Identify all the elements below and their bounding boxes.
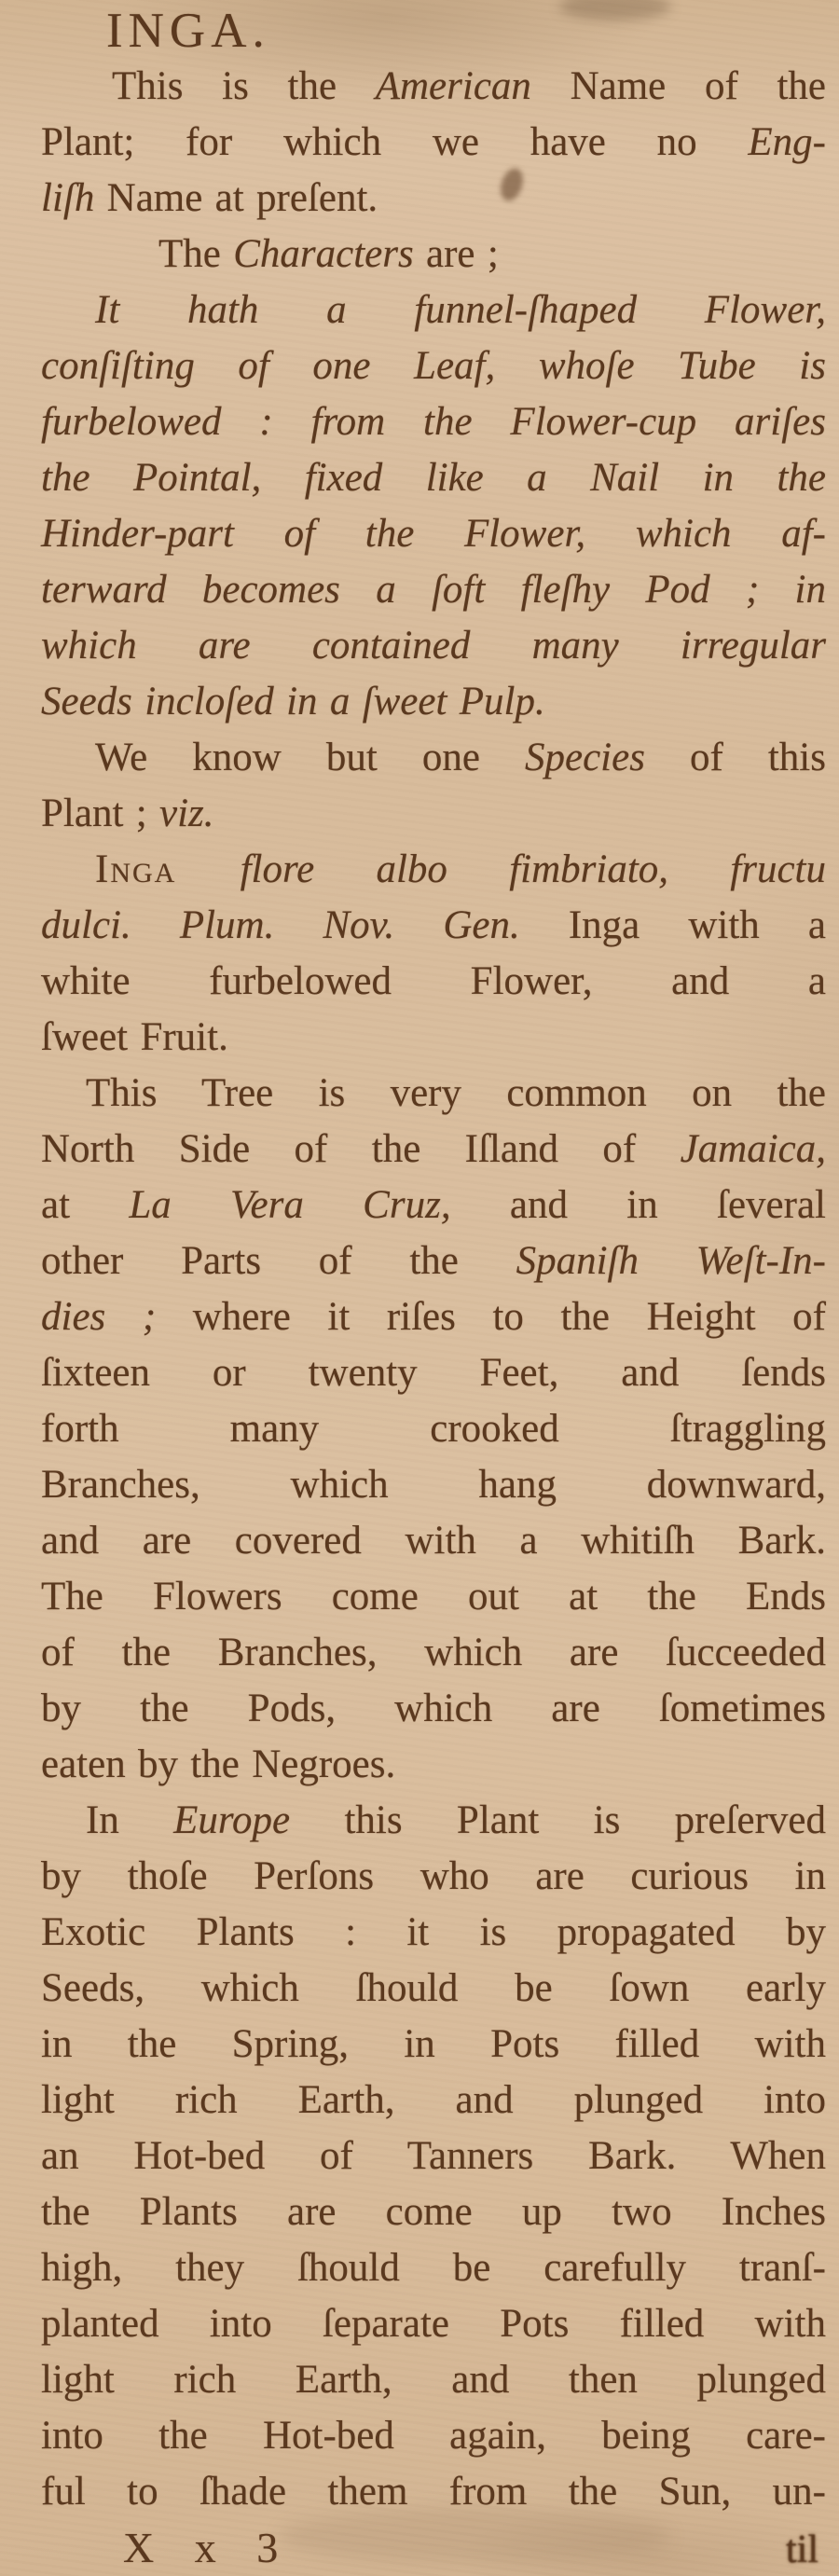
text-line [41, 1345, 826, 1401]
roman-text: The [158, 232, 234, 276]
roman-text: high, they ſhould be carefully tranſ- [41, 2246, 826, 2290]
italic-text: dies ; [41, 1295, 193, 1339]
roman-text: The Flowers come out at the Ends [41, 1575, 826, 1619]
roman-text: ſixteen or twenty Feet, and ſends [41, 1351, 826, 1395]
text-line [41, 1066, 826, 1122]
roman-text: are ; [426, 232, 499, 276]
text-line [41, 1401, 826, 1457]
roman-text: other Parts of the [41, 1239, 516, 1283]
text-line [41, 1737, 826, 1793]
text-line [41, 2017, 826, 2073]
signature-mark: X x 3 [123, 2524, 294, 2571]
text-line [41, 2128, 826, 2184]
roman-text: In [86, 1798, 174, 1842]
text-line [41, 2408, 826, 2464]
text-line [41, 1961, 826, 2017]
text-line [41, 1905, 826, 1961]
text-line [41, 450, 826, 506]
text-line [41, 506, 826, 562]
text-line [41, 282, 826, 338]
text-line [41, 898, 826, 954]
roman-text: white furbelowed Flower, and a [41, 959, 826, 1003]
text-line [41, 674, 826, 730]
roman-text: by thoſe Perſons who are curious in [41, 1854, 826, 1898]
text-line [41, 1122, 826, 1178]
text-line [41, 2184, 826, 2240]
italic-text: Europe [173, 1798, 345, 1842]
text-line [41, 115, 826, 171]
text-line [41, 2296, 826, 2352]
text-line [41, 1569, 826, 1625]
text-line [41, 1233, 826, 1289]
text-line [41, 2073, 826, 2128]
italic-text: terward becomes a ſoft fleſhy Pod ; in [41, 568, 826, 612]
text-line [41, 338, 826, 394]
roman-text: this Plant is preſerved [344, 1798, 826, 1842]
roman-text: the Plants are come up two Inches [41, 2190, 826, 2234]
roman-text: into the Hot-bed again, being care- [41, 2414, 826, 2458]
text-line [41, 2464, 826, 2520]
text-line [41, 1849, 826, 1905]
roman-text: This is the [112, 64, 376, 108]
text-line [41, 730, 826, 786]
entry-heading: INGA. [106, 4, 270, 58]
roman-text: and in ſeveral [509, 1183, 826, 1227]
roman-text: Exotic Plants : it is propagated by [41, 1910, 826, 1954]
roman-text: ful to ſhade them from the Sun, un- [41, 2470, 826, 2514]
text-line [41, 954, 826, 1010]
italic-text: dulci. Plum. Nov. Gen. [41, 903, 569, 947]
italic-text: conſiſting of one Leaf, whoſe Tube is [41, 344, 826, 388]
text-line [41, 786, 826, 842]
roman-text: at [41, 1183, 130, 1227]
roman-text: light rich Earth, and plunged into [41, 2078, 826, 2122]
text-line [41, 227, 826, 282]
text-line [41, 59, 826, 115]
italic-text: which are contained many irregular [41, 624, 826, 668]
italic-text: Characters [233, 232, 427, 276]
text-line [41, 1178, 826, 1233]
italic-text: the Pointal, fixed like a Nail in the [41, 456, 826, 500]
italic-text: Spaniſh Weſt-In- [516, 1239, 826, 1283]
roman-text: in the Spring, in Pots filled with [41, 2022, 826, 2066]
roman-text: We know but one [95, 736, 525, 779]
body-lines [41, 59, 826, 2520]
signature-line [41, 2520, 826, 2576]
italic-text: Eng- [748, 120, 826, 164]
text-line [41, 1625, 826, 1681]
roman-text: of the Branches, which are ſucceeded [41, 1631, 826, 1674]
catchword: til [785, 2528, 818, 2571]
italic-text: flore albo fimbriato, fructu [240, 847, 826, 891]
text-line [41, 618, 826, 674]
text-line [41, 394, 826, 450]
roman-text: eaten by the Negroes. [41, 1743, 396, 1786]
text-line [41, 562, 826, 618]
roman-text: planted into ſeparate Pots filled with [41, 2302, 826, 2346]
smallcaps-text: Inga [95, 847, 241, 891]
roman-text: Branches, which hang downward, [41, 1463, 826, 1507]
roman-text: Seeds, which ſhould be ſown early [41, 1966, 826, 2010]
italic-text: Seeds incloſed in a ſweet Pulp. [41, 680, 545, 723]
roman-text: This Tree is very common on the [86, 1071, 826, 1115]
text-line [41, 2240, 826, 2296]
italic-text: La Vera Cruz, [129, 1183, 510, 1227]
text-line [41, 1457, 826, 1513]
text-line [41, 2352, 826, 2408]
roman-text: North Side of the Iſland of [41, 1127, 681, 1171]
italic-text: Jamaica, [680, 1127, 826, 1171]
text-line [41, 1681, 826, 1737]
italic-text: Hinder-part of the Flower, which af- [41, 512, 826, 556]
italic-text: Species [525, 736, 690, 779]
roman-text: ſweet Fruit. [41, 1015, 228, 1059]
roman-text: Inga with a [568, 903, 826, 947]
text-line [41, 171, 826, 227]
italic-text: viz. [159, 792, 214, 835]
italic-text: American [375, 64, 571, 108]
roman-text: light rich Earth, and then plunged [41, 2358, 826, 2402]
roman-text: by the Pods, which are ſometimes [41, 1687, 826, 1730]
roman-text: where it riſes to the Height of [192, 1295, 827, 1339]
italic-text: furbelowed : from the Flower-cup ariſes [41, 400, 826, 444]
roman-text: Plant; for which we have no [41, 120, 749, 164]
roman-text: of this [689, 736, 826, 779]
text-line [41, 1010, 826, 1066]
roman-text: an Hot-bed of Tanners Bark. When [41, 2134, 826, 2178]
italic-text: It hath a funnel-ſhaped Flower, [95, 288, 826, 332]
italic-text: liſh [41, 176, 107, 220]
text-line [41, 1793, 826, 1849]
roman-text: Name at preſent. [106, 176, 378, 220]
roman-text: Name of the [570, 64, 826, 108]
roman-text: Plant ; [41, 792, 160, 835]
text-line [41, 842, 826, 898]
text-line [41, 1513, 826, 1569]
text-line [41, 1289, 826, 1345]
roman-text: forth many crooked ſtraggling [41, 1407, 826, 1451]
roman-text: and are covered with a whitiſh Bark. [41, 1519, 826, 1563]
